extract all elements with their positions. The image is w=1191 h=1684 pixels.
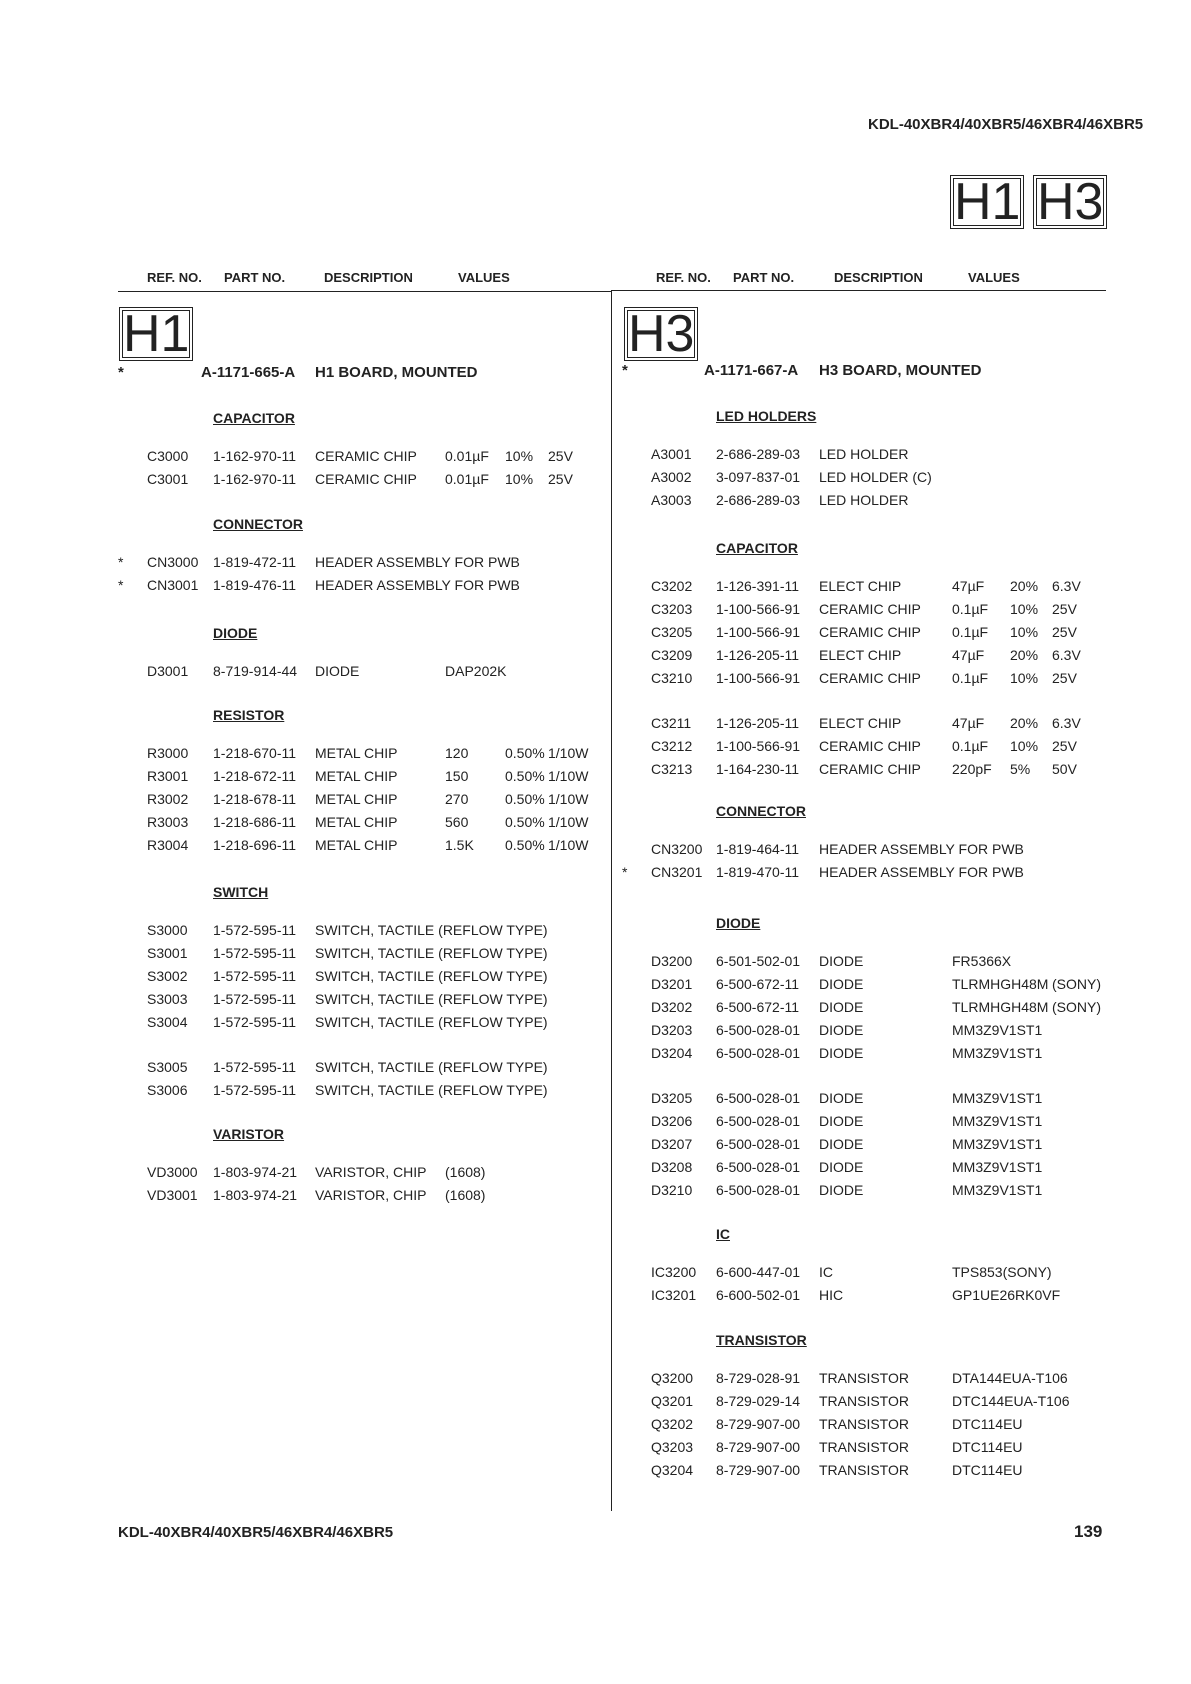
value-2: 10% (1010, 624, 1039, 640)
value-2: 10% (1010, 601, 1039, 617)
description: ELECT CHIP (819, 647, 902, 663)
description: CERAMIC CHIP (819, 624, 921, 640)
board-description: H3 BOARD, MOUNTED (819, 362, 982, 379)
board-label-h3: H3 (624, 307, 698, 361)
value-3: 1/10W (548, 768, 589, 784)
value-3: 1/10W (548, 791, 589, 807)
description: SWITCH, TACTILE (REFLOW TYPE) (315, 945, 548, 961)
value-1: DTC114EU (952, 1462, 1023, 1478)
header-rule-right (611, 290, 1106, 291)
ref-number: Q3201 (651, 1393, 694, 1409)
ref-number: Q3204 (651, 1462, 694, 1478)
value-2: 20% (1010, 715, 1039, 731)
value-1: MM3Z9V1ST1 (952, 1090, 1043, 1106)
description: DIODE (819, 1182, 864, 1198)
description: METAL CHIP (315, 837, 398, 853)
value-3: 6.3V (1052, 578, 1081, 594)
col-values-left: VALUES (458, 270, 510, 285)
part-number: 1-819-476-11 (213, 577, 297, 593)
part-number: 6-500-028-01 (716, 1113, 801, 1129)
ref-number: C3209 (651, 647, 693, 663)
part-number: 1-162-970-11 (213, 448, 297, 464)
value-1: 120 (445, 745, 469, 761)
part-number: 6-500-028-01 (716, 1136, 801, 1152)
value-1: TLRMHGH48M (952, 999, 1049, 1015)
value-3: 6.3V (1052, 715, 1081, 731)
description: TRANSISTOR (819, 1416, 909, 1432)
board-description: H1 BOARD, MOUNTED (315, 364, 478, 381)
description: HIC (819, 1287, 844, 1303)
value-1: (1608) (445, 1164, 486, 1180)
description: DIODE (315, 663, 360, 679)
ref-number: D3204 (651, 1045, 693, 1061)
ref-number: R3002 (147, 791, 189, 807)
value-3: 6.3V (1052, 647, 1081, 663)
star-marker: * (622, 864, 628, 880)
col-desc-left: DESCRIPTION (324, 270, 413, 285)
col-part-right: PART NO. (733, 270, 795, 285)
part-number: 6-600-447-01 (716, 1264, 801, 1280)
value-1: MM3Z9V1ST1 (952, 1022, 1043, 1038)
value-2: 0.50% (505, 814, 545, 830)
ref-number: D3001 (147, 663, 189, 679)
value-2: 10% (505, 448, 534, 464)
ref-number: D3210 (651, 1182, 693, 1198)
value-3: 1/10W (548, 837, 589, 853)
ref-number: A3003 (651, 492, 692, 508)
part-number: 1-218-696-11 (213, 837, 297, 853)
description: METAL CHIP (315, 768, 398, 784)
section-title: IC (716, 1226, 730, 1242)
ref-number: C3205 (651, 624, 693, 640)
ref-number: D3201 (651, 976, 693, 992)
ref-number: A3001 (651, 446, 692, 462)
part-number: 8-729-028-91 (716, 1370, 801, 1386)
value-3: (SONY) (1052, 976, 1101, 992)
ref-number: R3001 (147, 768, 189, 784)
part-number: 6-500-028-01 (716, 1045, 801, 1061)
section-title: DIODE (213, 625, 258, 641)
part-number: 1-572-595-11 (213, 945, 297, 961)
ref-number: R3000 (147, 745, 189, 761)
value-1: (1608) (445, 1187, 486, 1203)
part-number: 1-572-595-11 (213, 1082, 297, 1098)
ref-number: D3203 (651, 1022, 693, 1038)
col-desc-right: DESCRIPTION (834, 270, 923, 285)
value-1: 1.5K (445, 837, 474, 853)
description: DIODE (819, 999, 864, 1015)
part-number: 1-803-974-21 (213, 1164, 298, 1180)
part-number: 1-819-464-11 (716, 841, 800, 857)
value-1: DAP202K (445, 663, 507, 679)
description: VARISTOR, CHIP (315, 1187, 427, 1203)
part-number: 1-126-205-11 (716, 715, 800, 731)
part-number: 2-686-289-03 (716, 492, 801, 508)
value-2: 20% (1010, 647, 1039, 663)
value-2: 0.50% (505, 791, 545, 807)
ref-number: S3004 (147, 1014, 188, 1030)
part-number: 1-100-566-91 (716, 624, 801, 640)
ref-number: A3002 (651, 469, 692, 485)
value-3: (SONY) (1052, 999, 1101, 1015)
page-number: 139 (1074, 1522, 1103, 1541)
ref-number: S3003 (147, 991, 188, 1007)
ref-number: R3004 (147, 837, 189, 853)
ref-number: Q3200 (651, 1370, 694, 1386)
value-1: 150 (445, 768, 469, 784)
part-number: 1-100-566-91 (716, 738, 801, 754)
value-1: 220pF (952, 761, 992, 777)
col-ref-right: REF. NO. (656, 270, 711, 285)
part-number: 1-126-391-11 (716, 578, 800, 594)
ref-number: CN3000 (147, 554, 199, 570)
ref-number: Q3203 (651, 1439, 694, 1455)
value-2: 0.50% (505, 837, 545, 853)
description: ELECT CHIP (819, 715, 902, 731)
part-number: 8-729-907-00 (716, 1416, 801, 1432)
model-footer: KDL-40XBR4/40XBR5/46XBR4/46XBR5 (118, 1524, 394, 1541)
value-2: 0.50% (505, 745, 545, 761)
ref-number: VD3000 (147, 1164, 198, 1180)
value-2: 10% (1010, 670, 1039, 686)
ref-number: S3006 (147, 1082, 188, 1098)
part-number: 1-572-595-11 (213, 922, 297, 938)
ref-number: IC3200 (651, 1264, 697, 1280)
description: DIODE (819, 1022, 864, 1038)
part-number: 1-572-595-11 (213, 1059, 297, 1075)
description: DIODE (819, 1045, 864, 1061)
ref-number: VD3001 (147, 1187, 198, 1203)
section-title: CAPACITOR (716, 540, 798, 556)
description: TRANSISTOR (819, 1439, 909, 1455)
value-2: 20% (1010, 578, 1039, 594)
star-marker: * (118, 577, 124, 593)
description: HEADER ASSEMBLY FOR PWB (819, 864, 1024, 880)
description: ELECT CHIP (819, 578, 902, 594)
description: DIODE (819, 1159, 864, 1175)
part-number: 1-819-472-11 (213, 554, 297, 570)
board-label-h1: H1 (119, 307, 193, 361)
description: CERAMIC CHIP (315, 471, 417, 487)
ref-number: C3000 (147, 448, 189, 464)
ref-number: CN3201 (651, 864, 703, 880)
part-number: 8-719-914-44 (213, 663, 298, 679)
part-number: 8-729-029-14 (716, 1393, 801, 1409)
ref-number: S3002 (147, 968, 188, 984)
value-1: 47µF (952, 578, 985, 594)
description: SWITCH, TACTILE (REFLOW TYPE) (315, 1059, 548, 1075)
value-1: 0.1µF (952, 738, 989, 754)
section-title: VARISTOR (213, 1126, 285, 1142)
section-title: DIODE (716, 915, 761, 931)
col-values-right: VALUES (968, 270, 1020, 285)
ref-number: D3207 (651, 1136, 693, 1152)
part-number: 1-218-678-11 (213, 791, 297, 807)
part-number: 1-572-595-11 (213, 991, 297, 1007)
ref-number: IC3201 (651, 1287, 697, 1303)
description: DIODE (819, 1136, 864, 1152)
part-number: 6-500-028-01 (716, 1159, 801, 1175)
board-star: * (118, 364, 124, 381)
model-header: KDL-40XBR4/40XBR5/46XBR4/46XBR5 (868, 116, 1144, 133)
value-1: 47µF (952, 647, 985, 663)
ref-number: CN3001 (147, 577, 199, 593)
value-3: 1/10W (548, 814, 589, 830)
description: LED HOLDER (819, 492, 909, 508)
ref-number: D3200 (651, 953, 693, 969)
description: SWITCH, TACTILE (REFLOW TYPE) (315, 991, 548, 1007)
value-3: 50V (1052, 761, 1077, 777)
description: SWITCH, TACTILE (REFLOW TYPE) (315, 968, 548, 984)
value-2: 5% (1010, 761, 1031, 777)
ref-number: C3212 (651, 738, 693, 754)
part-number: 6-500-028-01 (716, 1022, 801, 1038)
part-number: 6-501-502-01 (716, 953, 801, 969)
section-title: TRANSISTOR (716, 1332, 807, 1348)
part-number: 6-500-672-11 (716, 999, 800, 1015)
ref-number: Q3202 (651, 1416, 694, 1432)
description: DIODE (819, 953, 864, 969)
value-1: MM3Z9V1ST1 (952, 1136, 1043, 1152)
description: HEADER ASSEMBLY FOR PWB (315, 554, 520, 570)
value-1: 0.01µF (445, 448, 489, 464)
value-1: MM3Z9V1ST1 (952, 1113, 1043, 1129)
description: TRANSISTOR (819, 1462, 909, 1478)
description: CERAMIC CHIP (819, 761, 921, 777)
value-1: TPS853(SONY) (952, 1264, 1052, 1280)
board-part-number: A-1171-667-A (704, 362, 799, 379)
description: SWITCH, TACTILE (REFLOW TYPE) (315, 1082, 548, 1098)
value-1: MM3Z9V1ST1 (952, 1159, 1043, 1175)
part-number: 1-819-470-11 (716, 864, 800, 880)
value-1: 0.1µF (952, 601, 989, 617)
part-number: 6-600-502-01 (716, 1287, 801, 1303)
description: TRANSISTOR (819, 1393, 909, 1409)
description: LED HOLDER (C) (819, 469, 932, 485)
part-number: 2-686-289-03 (716, 446, 801, 462)
badge-h3: H3 (1033, 175, 1107, 229)
part-number: 1-218-686-11 (213, 814, 297, 830)
value-3: 25V (1052, 624, 1077, 640)
description: DIODE (819, 1113, 864, 1129)
value-2: 0.50% (505, 768, 545, 784)
ref-number: CN3200 (651, 841, 703, 857)
value-1: DTC114EU (952, 1416, 1023, 1432)
section-title: CONNECTOR (213, 516, 303, 532)
header-rule-left (118, 291, 611, 292)
value-3: 25V (1052, 601, 1077, 617)
section-title: RESISTOR (213, 707, 285, 723)
description: CERAMIC CHIP (819, 670, 921, 686)
part-number: 6-500-672-11 (716, 976, 800, 992)
ref-number: S3001 (147, 945, 188, 961)
description: CERAMIC CHIP (819, 738, 921, 754)
section-title: CAPACITOR (213, 410, 295, 426)
value-2: 10% (505, 471, 534, 487)
part-number: 1-218-670-11 (213, 745, 297, 761)
ref-number: S3000 (147, 922, 188, 938)
value-1: MM3Z9V1ST1 (952, 1045, 1043, 1061)
description: SWITCH, TACTILE (REFLOW TYPE) (315, 922, 548, 938)
col-part-left: PART NO. (224, 270, 286, 285)
value-3: 25V (1052, 738, 1077, 754)
part-number: 3-097-837-01 (716, 469, 801, 485)
description: METAL CHIP (315, 791, 398, 807)
ref-number: D3208 (651, 1159, 693, 1175)
description: DIODE (819, 1090, 864, 1106)
ref-number: D3206 (651, 1113, 693, 1129)
value-1: DTA144EUA-T106 (952, 1370, 1068, 1386)
description: HEADER ASSEMBLY FOR PWB (819, 841, 1024, 857)
description: LED HOLDER (819, 446, 909, 462)
board-part-number: A-1171-665-A (201, 364, 296, 381)
description: VARISTOR, CHIP (315, 1164, 427, 1180)
value-1: MM3Z9V1ST1 (952, 1182, 1043, 1198)
part-number: 1-100-566-91 (716, 670, 801, 686)
ref-number: C3213 (651, 761, 693, 777)
badge-h1: H1 (950, 175, 1024, 229)
part-number: 6-500-028-01 (716, 1182, 801, 1198)
value-2: 10% (1010, 738, 1039, 754)
description: TRANSISTOR (819, 1370, 909, 1386)
ref-number: R3003 (147, 814, 189, 830)
star-marker: * (118, 554, 124, 570)
part-number: 1-126-205-11 (716, 647, 800, 663)
value-3: 25V (548, 471, 573, 487)
value-1: 0.1µF (952, 624, 989, 640)
part-number: 8-729-907-00 (716, 1462, 801, 1478)
part-number: 1-803-974-21 (213, 1187, 298, 1203)
value-1: 560 (445, 814, 469, 830)
description: HEADER ASSEMBLY FOR PWB (315, 577, 520, 593)
description: SWITCH, TACTILE (REFLOW TYPE) (315, 1014, 548, 1030)
ref-number: C3202 (651, 578, 693, 594)
ref-number: C3211 (651, 715, 692, 731)
description: METAL CHIP (315, 745, 398, 761)
board-star: * (622, 362, 628, 379)
section-title: LED HOLDERS (716, 408, 817, 424)
value-1: 47µF (952, 715, 985, 731)
value-1: FR5366X (952, 953, 1012, 969)
part-number: 1-572-595-11 (213, 1014, 297, 1030)
value-1: 270 (445, 791, 469, 807)
part-number: 1-572-595-11 (213, 968, 297, 984)
description: DIODE (819, 976, 864, 992)
section-title: CONNECTOR (716, 803, 806, 819)
part-number: 1-218-672-11 (213, 768, 297, 784)
value-3: 1/10W (548, 745, 589, 761)
value-3: 25V (1052, 670, 1077, 686)
ref-number: D3202 (651, 999, 693, 1015)
ref-number: S3005 (147, 1059, 188, 1075)
part-number: 6-500-028-01 (716, 1090, 801, 1106)
part-number: 1-162-970-11 (213, 471, 297, 487)
value-1: TLRMHGH48M (952, 976, 1049, 992)
description: IC (819, 1264, 833, 1280)
part-number: 8-729-907-00 (716, 1439, 801, 1455)
value-3: 25V (548, 448, 573, 464)
section-title: SWITCH (213, 884, 269, 900)
ref-number: C3210 (651, 670, 693, 686)
value-1: DTC144EUA-T106 (952, 1393, 1070, 1409)
value-1: 0.1µF (952, 670, 989, 686)
ref-number: C3001 (147, 471, 189, 487)
description: CERAMIC CHIP (315, 448, 417, 464)
description: METAL CHIP (315, 814, 398, 830)
value-1: 0.01µF (445, 471, 489, 487)
part-number: 1-100-566-91 (716, 601, 801, 617)
value-1: GP1UE26RK0VF (952, 1287, 1061, 1303)
part-number: 1-164-230-11 (716, 761, 800, 777)
col-ref-left: REF. NO. (147, 270, 202, 285)
column-divider (611, 291, 612, 1511)
ref-number: C3203 (651, 601, 693, 617)
ref-number: D3205 (651, 1090, 693, 1106)
value-1: DTC114EU (952, 1439, 1023, 1455)
description: CERAMIC CHIP (819, 601, 921, 617)
